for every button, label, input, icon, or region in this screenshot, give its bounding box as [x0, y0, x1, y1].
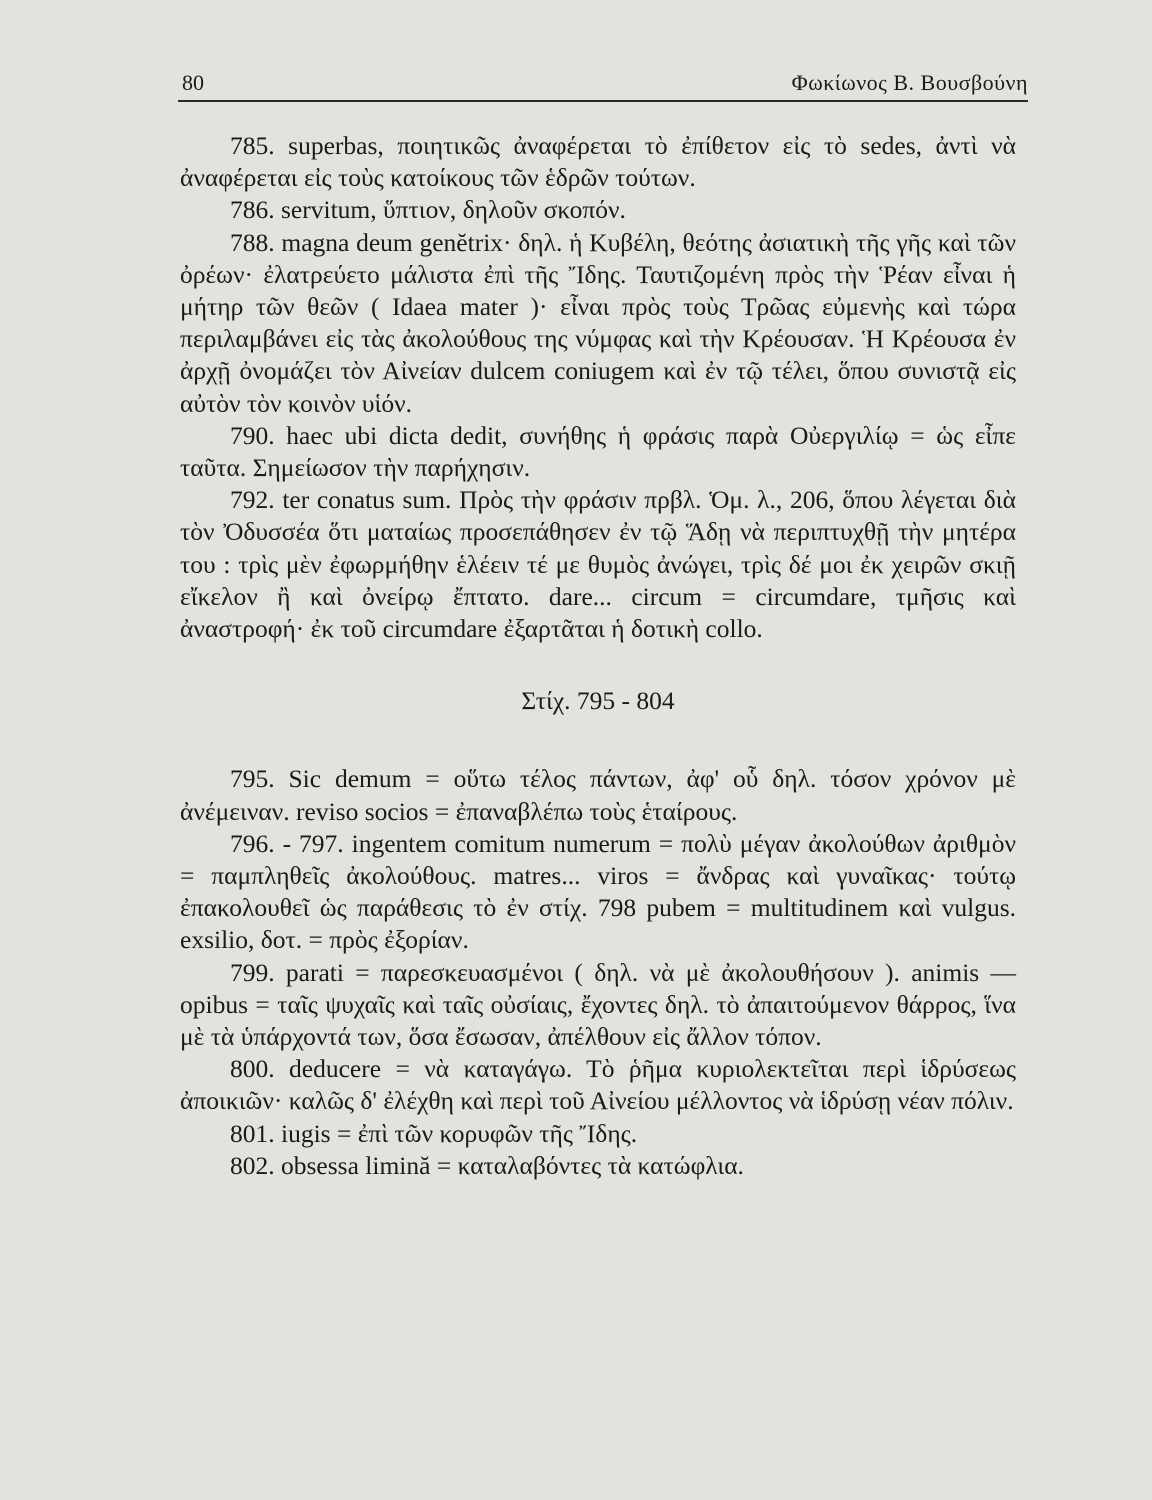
entry-800: 800. deducere = νὰ καταγάγω. Τὸ ῥῆμα κυριολεκτεῖται περὶ ἱδρύσεως ἀποικιῶν· καλῶς δ' ἐλέχθη καὶ περὶ τοῦ Αἰνείου μέλλοντος νὰ ἱδρύσῃ νέαν πόλιν.: [180, 1054, 1016, 1116]
entry-790: 790. haec ubi dicta dedit, συνήθης ἡ φράσις παρὰ Οὐεργιλίῳ = ὡς εἶπε ταῦτα. Σημείωσον τὴν παρήχησιν.: [180, 420, 1016, 483]
entry-801: 801. iugis = ἐπὶ τῶν κορυφῶν τῆς Ἴδης.: [230, 1118, 638, 1148]
header-rule: [178, 100, 1028, 102]
entry-786: 786. servitum, ὕπτιον, δηλοῦν σκοπόν.: [230, 195, 626, 225]
entry-785: 785. superbas, ποιητικῶς ἀναφέρεται τὸ ἐπίθετον εἰς τὸ sedes, ἀντὶ νὰ ἀναφέρεται εἰς τοὺς κατοίκους τῶν ἑδρῶν τούτων.: [180, 131, 1016, 193]
page-header: [178, 62, 1028, 98]
entry-795: 795. Sic demum = οὕτω τέλος πάντων, ἀφ' οὗ δηλ. τόσον χρόνον μὲ ἀνέμειναν. reviso socios = ἐπαναβλέπω τοὺς ἑταίρους.: [180, 764, 1016, 826]
entry-802: 802. obsessa limină = καταλαβόντες τὰ κατώφλια.: [230, 1150, 744, 1180]
page-number: 80: [182, 70, 204, 95]
running-title: Φωκίωνος Β. Βουσβούνη: [791, 70, 1028, 95]
entry-788: 788. magna deum genĕtrix· δηλ. ἡ Κυβέλη, θεότης ἀσιατικὴ τῆς γῆς καὶ τῶν ὀρέων· ἐλατρεύετο μάλιστα ἐπὶ τῆς Ἴδης. Ταυτιζομένη πρὸς τὴν Ῥέαν εἶναι ἡ μήτηρ τῶν θεῶν ( Idaea mater )· εἶναι πρὸς τοὺς Τρῶας εὐμενὴς καὶ τώρα περιλαμβάνει εἰς τὰς ἀκολούθους της νύμφας καὶ τὴν Κρέουσαν. Ἡ Κρέουσα ἐν ἀρχῇ ὀνομάζει τὸν Αἰνείαν dulcem coniugem καὶ ἐν τῷ τέλει, ὅπου συνιστᾷ εἰς αὐτὸν τὸν κοινὸν υἱόν.: [180, 227, 1016, 418]
entry-796-797: 796. - 797. ingentem comitum numerum = πολὺ μέγαν ἀκολούθων ἀριθμὸν = παμπληθεῖς ἀκολούθους. matres... viros = ἄνδρας καὶ γυναῖκας· τούτῳ ἐπακολουθεῖ ὡς παράθεσις τὸ ἐν στίχ. 798 pubem = multitudinem καὶ vulgus. exsilio, δοτ. = πρὸς ἐξορίαν.: [180, 828, 1016, 955]
commentary-body: [180, 130, 1016, 1182]
entry-792: 792. ter conatus sum. Πρὸς τὴν φράσιν πρβλ. Ὁμ. λ., 206, ὅπου λέγεται διὰ τὸν Ὀδυσσέα ὅτι ματαίως προσεπάθησεν ἐν τῷ Ἅδῃ νὰ περιπτυχθῇ τὴν μητέρα του : τρὶς μὲν ἐφωρμήθην ἑλέειν τέ με θυμὸς ἀνώγει, τρὶς δέ μοι ἐκ χειρῶν σκιῇ εἴκελον ἢ καὶ ὀνείρῳ ἔπτατο. dare... circum = circumdare, τμῆσις καὶ ἀναστροφή· ἐκ τοῦ circumdare ἐξαρτᾶται ἡ δοτικὴ collo.: [180, 485, 1016, 644]
section-heading: Στίχ. 795 - 804: [521, 686, 675, 716]
entry-799: 799. parati = παρεσκευασμένοι ( δηλ. νὰ μὲ ἀκολουθήσουν ). animis — opibus = ταῖς ψυχαῖς καὶ ταῖς οὐσίαις, ἔχοντες δηλ. τὸ ἀπαιτούμενον θάρρος, ἵνα μὲ τὰ ὑπάρχοντά των, ὅσα ἔσωσαν, ἀπέλθουν εἰς ἄλλον τόπον.: [180, 957, 1016, 1052]
